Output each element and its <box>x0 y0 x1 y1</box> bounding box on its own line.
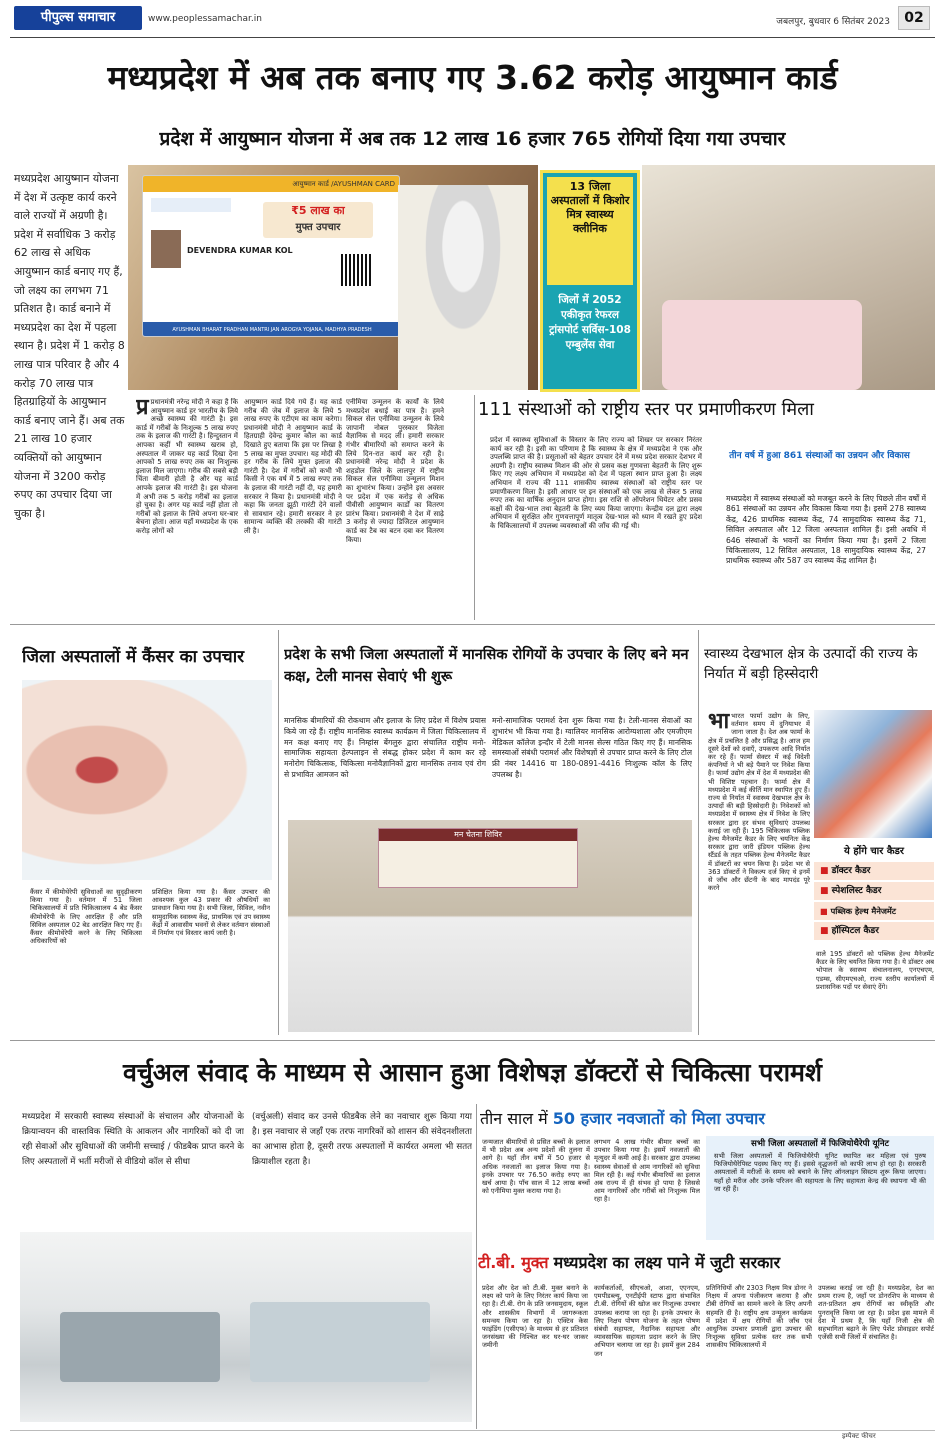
newborn-col1: जन्मजात बीमारियों से प्रसित बच्चों के इलाज में भी प्रदेश अब अन्य प्रदेशों की तुलना में आगे है। यहाँ तीन वर्षों में 50 हजार से अधिक नवजातों का इलाज किया गया है। इनके उपचार पर 76.50 करोड़ रुपए का खर्च आया है। पाँच साल में 12 लाख बच्चों को एनीमिया मुक्त कराया गया है। <box>482 1138 590 1196</box>
export-body-text: भारत फार्मा उद्योग के लिए, वर्तमान समय में दुनियाभर में जाना जाता है। देश अब फार्मा के क्षेत्र में प्रचलित है और प्रसिद्ध है। आज हम दूसरे देशों को दवाएँ, उपकरण आदि निर्यात कर रहे हैं। फार्मा सेक्टर में कई विदेशी कंपनियों ने भी बड़े पैमाने पर निवेश किया है। फार्मा उद्योग क्षेत्र में देश में मध्यप्रदेश की भी विशिष्ट पहचान है। फार्मा क्षेत्र में मध्यप्रदेश में कई कीर्ति मान स्थापित हुए हैं। राज्य से निर्यात में स्वास्थ्य देखभाल क्षेत्र के उत्पादों की बड़ी हिस्सेदारी है। निवेशकों को मध्यप्रदेश में स्वास्थ्य क्षेत्र में निवेश के लिए सरकार द्वारा हर संभव सुविधाएं उपलब्ध कराई जा रही हैं। 195 चिकित्सक पब्लिक हेल्थ मैनेजमेंट कैडर के लिए चयनितः केंद्र सरकार द्वारा जारी इंडियन पब्लिक हेल्थ स्टैंडर्ड के तहत पब्लिक हेल्थ मैनेजमेंट कैडर में डॉक्टरों का चयन किया है। प्रदेश भर से 363 डॉक्टरों ने विकल्प दर्ज किए थे इनमें से जाँच और छँटनी के बाद मापदंड पूरे करने <box>708 712 810 893</box>
cadre-list <box>814 862 934 940</box>
dropcap: प्र <box>136 398 149 420</box>
accred-heading-box <box>478 393 935 427</box>
masthead-divider <box>10 37 935 38</box>
newborn-heading-box <box>480 1104 935 1134</box>
mental-col2: मनो-सामाजिक परामर्श देना शुरू किया गया है। टेली-मानस सेवाओं का शुभारंभ भी किया गया है। ग्वालियर मानसिक आरोग्यशाला और एमजीएम मेडिकल कॉलेज इन्दौर में टेली मानस सेल्स गठित किए गए हैं। मानसिक समस्याओं संबंधी परामर्श और विशेषज्ञों से उपचार प्राप्त करने के लिए टोल फ्री नंबर 14416 या 180-0891-4416 निःशुल्क कॉल के लिए उपलब्ध है। <box>492 716 692 779</box>
physio-box <box>706 1136 934 1240</box>
card-logos <box>151 198 231 212</box>
main-headline: मध्यप्रदेश में अब तक बनाए गए 3.62 करोड़ आयुष्मान कार्ड <box>107 58 838 97</box>
bullet-icon: ■ <box>820 906 831 916</box>
virtual-col2: (वर्चुअली) संवाद कर उनसे फीडबैक लेने का नवाचार शुरू किया गया है। इस नवाचार से जहाँ एक तरफ नागरिकों को शासन की संवेदनशीलता का आभास होता है, दूसरी तरफ अस्पतालों में कार्यरत अमला भी सतत क्रियाशील रहता है। <box>252 1112 472 1167</box>
clinic-info: 13 जिला अस्पतालों में किशोर मित्र स्वास्थ्य क्लीनिक <box>547 177 633 285</box>
section-divider <box>10 1040 935 1041</box>
main-subheadline: प्रदेश में आयुष्मान योजना में अब तक 12 लाख 16 हजार 765 रोगियों दिया गया उपचार <box>159 128 786 150</box>
mental-heading-box <box>284 640 694 712</box>
cadre-label: स्पेशलिस्ट कैडर <box>831 886 882 896</box>
site-url[interactable]: www.peoplessamachar.in <box>148 14 262 24</box>
page-number: 02 <box>904 10 924 26</box>
mental-col1: मानसिक बीमारियों की रोकथाम और इलाज के लिए प्रदेश में विशेष प्रयास किये जा रहे हैं। राष्ट्रीय मानसिक स्वास्थ्य कार्यक्रम में जिला चिकित्सालय में मन कक्ष बनाए गए हैं। निम्हांस बेंगलुरु द्वारा संचालित राष्ट्रीय मनो-सामाजिक सहायता हेल्पलाइन से संबद्ध होकर प्रदेश में काम कर रहे मनोरोग चिकित्सक, चिकित्सा मनोवैज्ञानिकों द्वारा मानसिक तनाव एवं रोग से प्रभावित आमजन को <box>284 716 486 779</box>
newborn-heading-pre: तीन साल में <box>480 1109 548 1128</box>
newborn-heading-highlight: 50 हजार नवजातों को मिला उपचार <box>552 1109 765 1128</box>
card-top-label: आयुष्मान कार्ड /AYUSHMAN CARD <box>292 180 395 188</box>
tb-heading-rest: मध्यप्रदेश का लक्ष्य पाने में जुटी सरकार <box>553 1253 781 1272</box>
pharma-photo <box>814 710 932 838</box>
logo-text: पीपुल्स समाचार <box>40 10 116 25</box>
tb-heading-highlight: टी.बी. मुक्त <box>478 1253 549 1272</box>
accred-sub-heading: तीन वर्ष में हुआ 861 संस्थाओं का उन्नयन और विकास <box>729 451 910 461</box>
tb-col3: प्रतिनिधियों और 2303 निक्षय मित्र डोनर ने निक्षय में अपना पंजीकरण कराया है और टीबी रोगियों का सामने करने के लिए अपनी सहमति दी है। राष्ट्रीय क्षय उन्मूलन कार्यक्रम में प्रदेश में क्षय रोगियों की जाँच एवं आधुनिक उपचार प्रणाली द्वारा उपचार की निःशुल्क सुविधा प्रत्येक स्तर तक सभी शासकीय चिकित्सालयों में <box>706 1284 812 1350</box>
cadre-label: पब्लिक हेल्थ मैनेजमेंट <box>830 906 896 916</box>
masthead <box>0 0 945 40</box>
mental-banner-text: मन चेतना शिविर <box>379 829 577 841</box>
tb-col2: कार्यकर्ताओं, सीएचओ, आशा, एएनएम, एमपीडब्ल्यू, एनटीईपी स्टाफ द्वारा संभावित टी.बी. रोगियों की खोज कर निःशुल्क उपचार उपलब्ध कराया जा रहा है। इनके उपचार के लिए निक्षय पोषण योजना के तहत पोषण संबंधी सहायता, नैदानिक सहायता और व्यावसायिक सहायता प्रदान करने के लिए अभियान चलाया जा रहा है। इसमें कुल 284 जन <box>594 1284 700 1358</box>
accred-heading: 111 संस्थाओं को राष्ट्रीय स्तर पर प्रमाणीकरण मिला <box>478 399 814 420</box>
dateline: जबलपुर, बुधवार 6 सितंबर 2023 <box>776 17 890 27</box>
cancer-heading-box <box>22 640 272 674</box>
ayushman-card <box>142 175 400 337</box>
export-heading-box <box>704 640 934 704</box>
dropcap: भा <box>708 712 730 734</box>
page-number-box <box>898 6 930 30</box>
ayushman-card-photo <box>128 165 538 390</box>
cancer-heading: जिला अस्पतालों में कैंसर का उपचार <box>22 647 245 667</box>
footer-divider <box>10 1430 935 1431</box>
ward-bed <box>60 1312 220 1382</box>
col-divider <box>698 630 699 1035</box>
footer-credit: इम्पैक्ट फीचर <box>842 1432 876 1440</box>
physio-body: सभी जिला अस्पतालों में फिजियोथैरेपी यूनिट स्थापित कर महिला एवं पुरुष फिजियोथैरेपिस्ट पदस्थ किए गए हैं। इससे वृद्धजनों को काफी लाभ हो रहा है। सरकारी अस्पतालों में मरीजों के समय को बचाने के लिए ऑनलाइन सिस्टम शुरू किया जाएगा। यहाँ हो मरीज और उनके परिजन की सहायता के लिए सहायता केन्द्र की स्थापना भी की जा रही हैं। <box>714 1152 926 1193</box>
cancer-col1: कैंसर में कीमोथेरेपी सुविधाओं का सुदृढ़ीकरण किया गया है। वर्तमान में 51 जिला चिकित्सालयों में प्रति चिकित्सालय 4 बेड कैंसर कीमोथेरेपी के लिए आरक्षित हैं और प्रति सिविल अस्पताल 02 बेड आरक्षित किए गए हैं। कैंसर कीमोथेरेपी करने के लिए चिकित्सा अधिकारियों को <box>30 888 142 946</box>
pm-photo <box>398 185 528 390</box>
mental-banner <box>378 828 578 888</box>
patient-bed <box>662 300 862 390</box>
accred-sub-body: मध्यप्रदेश में स्वास्थ्य संस्थाओं को मजबूत करने के लिए पिछले तीन वर्षों में 861 संस्थाओं का उन्नयन और विकास किया गया है। इसमें 278 स्वास्थ्य केंद्र, 426 प्राथमिक स्वास्थ्य केंद्र, 74 सामुदायिक स्वास्थ्य केंद्र 71, सिविल अस्पताल और 12 जिला अस्पताल शामिल हैं। इसी अवधि में 646 संस्थाओं के भवनों का निर्माण किया गया है। इसमें 2 जिला चिकित्सालय, 12 सिविल अस्पताल, 18 सामुदायिक स्वास्थ्य केंद्र, 27 प्राथमिक स्वास्थ्य और 587 उप स्वास्थ्य केंद्र शामिल है। <box>726 494 926 566</box>
pm-article-col3: एनीमिया उन्मूलन के कार्यों के लिये मध्यप्रदेश बधाई का पात्र है। हमने सिकल सेल एनीमिया उन्मूलन के लिये जापानी नोबल पुरस्कार विजेता वैज्ञानिक से मदद ली। हमारी सरकार गंभीर बीमारियों को समाप्त करने के लिये दिन-रात कार्य कर रही है। प्रधानमंत्री नरेन्द्र मोदी ने प्रदेश के शहडोल जिले के लालपुर में राष्ट्रीय सिकल सेल एनीमिया उन्मूलन मिशन का शुभारंभ किया। उन्होंने इस अवसर पर प्रदेश में एक करोड़ से अधिक पीवीसी आयुष्मान कार्डों का वितरण प्रारंभ किया। प्रधानमंत्री ने देश में साढ़े 3 करोड़ से ज्यादा डिजिटल आयुष्मान कार्ड का टैब का बटन दबा कर वितरण किया। <box>346 398 444 544</box>
card-qr-code <box>341 254 373 286</box>
cadre-item <box>814 862 934 880</box>
cadre-box <box>814 844 934 946</box>
cancer-photo <box>22 680 272 880</box>
card-amount-banner <box>263 202 373 238</box>
pm-article-col2: आयुष्मान कार्ड दिये गये हैं। यह कार्ड गरीब की जेब में इलाज के लिये 5 लाख रुपए के एटीएम का काम करेगा। प्रधानमंत्री मोदी ने आयुष्मान कार्ड के हितग्राही देवेन्द्र कुमार कौल का कार्ड दिखाते हुए बताया कि इस पर लिखा है 5 लाख का मुफ्त उपचार। यह मोदी की हर गरीब के लिये मुफ्त इलाज की गारंटी है। देश में गरीबों को कभी भी किसी ने एक वर्ष में 5 लाख रुपए तक के इलाज की गारंटी नहीं दी, यह हमारी सरकार ने किया है। प्रधानमंत्री मोदी ने कहा कि जनता झूठी गारंटी देने वालों से सावधान रहे। हमारी सरकार ने हर सामान्य व्यक्ति की तरक्की की गारंटी ली है। <box>244 398 342 535</box>
card-footer-band <box>143 322 400 337</box>
mental-clinic-photo <box>288 820 692 1032</box>
main-headline-box <box>10 46 935 110</box>
ward-bed <box>250 1302 430 1382</box>
card-footer-text: AYUSHMAN BHARAT PRADHAN MANTRI JAN AROGYA YOJANA, MADHYA PRADESH <box>172 327 372 333</box>
virtual-col1: मध्यप्रदेश में सरकारी स्वास्थ्य संस्थाओं के संचालन और योजनाओं के क्रियान्वयन की वास्तविक स्थिति के आकलन और नागरिकों को दी जा रही सेवाओं और सुविधाओं की जमीनी सच्चाई / फीडबैक प्राप्त करने के लिए अस्पतालों में भर्ती मरीजों से वीडियो कॉल से सीधा <box>22 1112 244 1167</box>
cadre-heading: ये होंगे चार कैडर <box>844 846 904 857</box>
card-top-band <box>143 176 400 192</box>
mental-heading: प्रदेश के सभी जिला अस्पतालों में मानसिक रोगियों के उपचार के लिए बने मन कक्ष, टेली मानस सेवाएं भी शुरू <box>284 647 689 685</box>
cadre-item <box>814 902 934 920</box>
clinic-highlight-box <box>540 170 640 392</box>
ambulance-info: जिलों में 2052 एकीकृत रेफरल ट्रांसपोर्ट सर्विस-108 एम्बुलेंस सेवा <box>549 294 631 351</box>
cadre-item <box>814 882 934 900</box>
accred-sub-heading-box <box>712 450 927 480</box>
card-amount-sub: मुफ्त उपचार <box>295 222 341 233</box>
accred-body: प्रदेश में स्वास्थ्य सुविधाओं के विस्तार के लिए राज्य को शिखर पर सरकार निरंतर कार्य कर रही है। इसी का परिणाम है कि स्वास्थ्य के क्षेत्र में मध्यप्रदेश ने एक और उपलब्धि प्राप्त की है। प्रसूताओं को बेहतर उपचार देने में मध्य प्रदेश सरकार देशभर में अग्रणी है। राष्ट्रीय स्वास्थ्य मिशन की ओर से प्रसव कक्ष गुणवत्ता बेहतरी के लिए शुरू किए गए लक्ष्य अभियान में मध्यप्रदेश को देश में पहला स्थान प्राप्त हुआ है। लक्ष्य अभियान में राज्य की 111 शासकीय स्वास्थ्य संस्थाओं को राष्ट्रीय स्तर पर प्रमाणीकरण मिला है। इसी आधार पर इन संस्थाओं को एक लाख से लेकर 5 लाख रुपए तक का वार्षिक अनुदान प्राप्त होगा। इस राशि से ऑपरेशन थियेटर और प्रसव कक्षों की देख-भाल तथा बेहतरी के लिए व्यय किया जाएगा। केन्द्रीय दल द्वारा लक्ष्य अभियान में सुरक्षित और गुणवत्तापूर्ण मातृत्व देख-भाल को ध्यान में रखते हुए प्रदेश के चिकित्सालयों में उपलब्ध व्यवस्थाओं की जाँच की गई थी। <box>490 436 702 530</box>
col-divider <box>278 630 279 1035</box>
export-body <box>708 712 810 1032</box>
cadre-item <box>814 922 934 940</box>
virtual-heading-box <box>10 1046 935 1100</box>
export-body2: वाले 195 डॉक्टरों को पब्लिक हेल्थ मैनेजमेंट कैडर के लिए चयनित किया गया है। ये डॉक्टर अब भोपाल के स्वास्थ्य संचालनालय, एनएचएम, एडम्स, सीएमएचओ, राज्य स्तरीय कार्यालयों में प्रशासनिक पदों पर सेवाएं देंगे। <box>816 950 934 991</box>
card-holder-name: DEVENDRA KUMAR KOL <box>187 246 293 255</box>
card-holder-photo <box>151 230 181 268</box>
section-divider <box>10 624 935 625</box>
tb-col4: उपलब्ध कराई जा रही है। मध्यप्रदेश, देश का प्रथम राज्य है, जहाँ पर डोनरशिप के माध्यम से शत-प्रतिशत क्षय रोगियों का स्वीकृति और पुनरावृत्ति किया जा रहा है। प्रदेश इस मामले में देश में प्रथम है, कि यहाँ निजी क्षेत्र की सहभागिता बढ़ाने के लिए पेशेंट प्रोवाइडर सपोर्ट एजेंसी सभी जिलों में संचालित है। <box>818 1284 934 1342</box>
pm-article-col1-text: प्रधानमंत्री नरेन्द्र मोदी ने कहा है कि आयुष्मान कार्ड हर भारतीय के लिये अच्छे स्वास्थ्य की गारंटी है। इस कार्ड में गरीबों के निःशुल्क 5 लाख रुपए तक के इलाज की गारंटी है। हिन्दुस्तान में आपका कहीं भी स्वास्थ्य खराब हो, अस्पताल में जाकर यह कार्ड दिखा देना आपको 5 लाख रुपए तक का निःशुल्क इलाज मिल जाएगा। गरीब की सबसे बड़ी चिंता बीमारी होती है और यह कार्ड आपके इलाज की गारंटी है। इस योजना में अभी तक 5 करोड़ गरीबों का इलाज हो चुका है। अगर यह कार्ड नहीं होता तो गरीबों को इलाज के लिये अपना घर-बार बेचना होता। आज यहाँ मध्यप्रदेश के एक करोड़ लोगों को <box>136 398 238 535</box>
col-divider <box>474 395 475 620</box>
tb-col1: प्रदेश और देश को टी.बी. मुक्त बनाने के लक्ष्य को पाने के लिए निरंतर कार्य किया जा रहा है। टी.बी. रोग के प्रति जनसमुदाय, स्कूल और शासकीय विभागों में जागरूकता समन्वय किया जा रहा है। एक्टिव केस फाइंडिंग (एसीएफ) के माध्यम से हर प्रतिशत जनसंख्या की निश्चित कर घर-घर जाकर जमीनी <box>482 1284 588 1350</box>
card-amount: ₹5 लाख का <box>291 204 345 217</box>
physio-heading: सभी जिला अस्पतालों में फिजियोथैरेपी यूनिट <box>751 1139 889 1149</box>
cancer-col2: प्रशिक्षित किया गया है। कैंसर उपचार की आवश्यक कुल 43 प्रकार की औषधियों का प्रावधान किया गया है। सभी जिला, सिविल, नवीन सामुदायिक स्वास्थ्य केंद्र, प्राथमिक एवं उप स्वास्थ्य केंद्रों में आवासीय भवनों से लेकर वर्तमान संस्थाओं में निर्माण एवं विस्तार कार्य जारी है। <box>152 888 270 938</box>
bullet-icon: ■ <box>820 886 832 896</box>
cadre-label: डॉक्टर कैडर <box>831 866 871 876</box>
ayushman-intro-text: मध्यप्रदेश आयुष्मान योजना में देश में उत्कृष्ट कार्य करने वाले राज्यों में अग्रणी है। प्रदेश में सर्वाधिक 3 करोड़ 62 लाख से अधिक आयुष्मान कार्ड बनाए गए हैं, जो लक्ष्य का लगभग 71 प्रतिशत है। कार्ड बनाने में मध्यप्रदेश का देश में पहला स्थान है। प्रदेश में 1 करोड़ 8 लाख पात्र परिवार है और 4 करोड़ 70 लाख पात्र हितग्राहियों के आयुष्मान कार्ड बनाए जाने हैं। अब तक 21 लाख 10 हजार व्यक्तियों को आयुष्मान योजना में 3200 करोड़ रुपए का उपचार दिया जा चुका है। <box>14 172 125 520</box>
main-subheadline-box <box>10 120 935 158</box>
bullet-icon: ■ <box>820 926 832 936</box>
col-divider <box>476 1104 477 1429</box>
tb-heading-box <box>478 1246 934 1280</box>
cadre-label: हॉस्पिटल कैडर <box>831 926 879 936</box>
virtual-heading: वर्चुअल संवाद के माध्यम से आसान हुआ विशेषज्ञ डॉक्टरों से चिकित्सा परामर्श <box>122 1058 823 1087</box>
bullet-icon: ■ <box>820 866 832 876</box>
masthead-logo <box>14 6 142 30</box>
hospital-ward-photo <box>20 1232 472 1422</box>
cm-hospital-photo <box>642 165 935 390</box>
pm-article-col1 <box>136 398 238 618</box>
export-heading: स्वास्थ्य देखभाल क्षेत्र के उत्पादों की राज्य के निर्यात में बड़ी हिस्सेदारी <box>704 646 918 682</box>
newborn-col2: लगभग 4 लाख गंभीर बीमार बच्चों का उपचार किया गया है। इसमें नवजातों की मृत्युदर में कमी आई है। सरकार द्वारा उपलब्ध स्वास्थ्य सेवाओं से आम नागरिकों को सुविधा मिल रही है। कई गंभीर बीमारियों का इलाज अब राज्य में ही संभव हो पाया है जिससे आम नागरिकों और गरीबों को निःशुल्क मिल रहा है। <box>594 1138 700 1204</box>
